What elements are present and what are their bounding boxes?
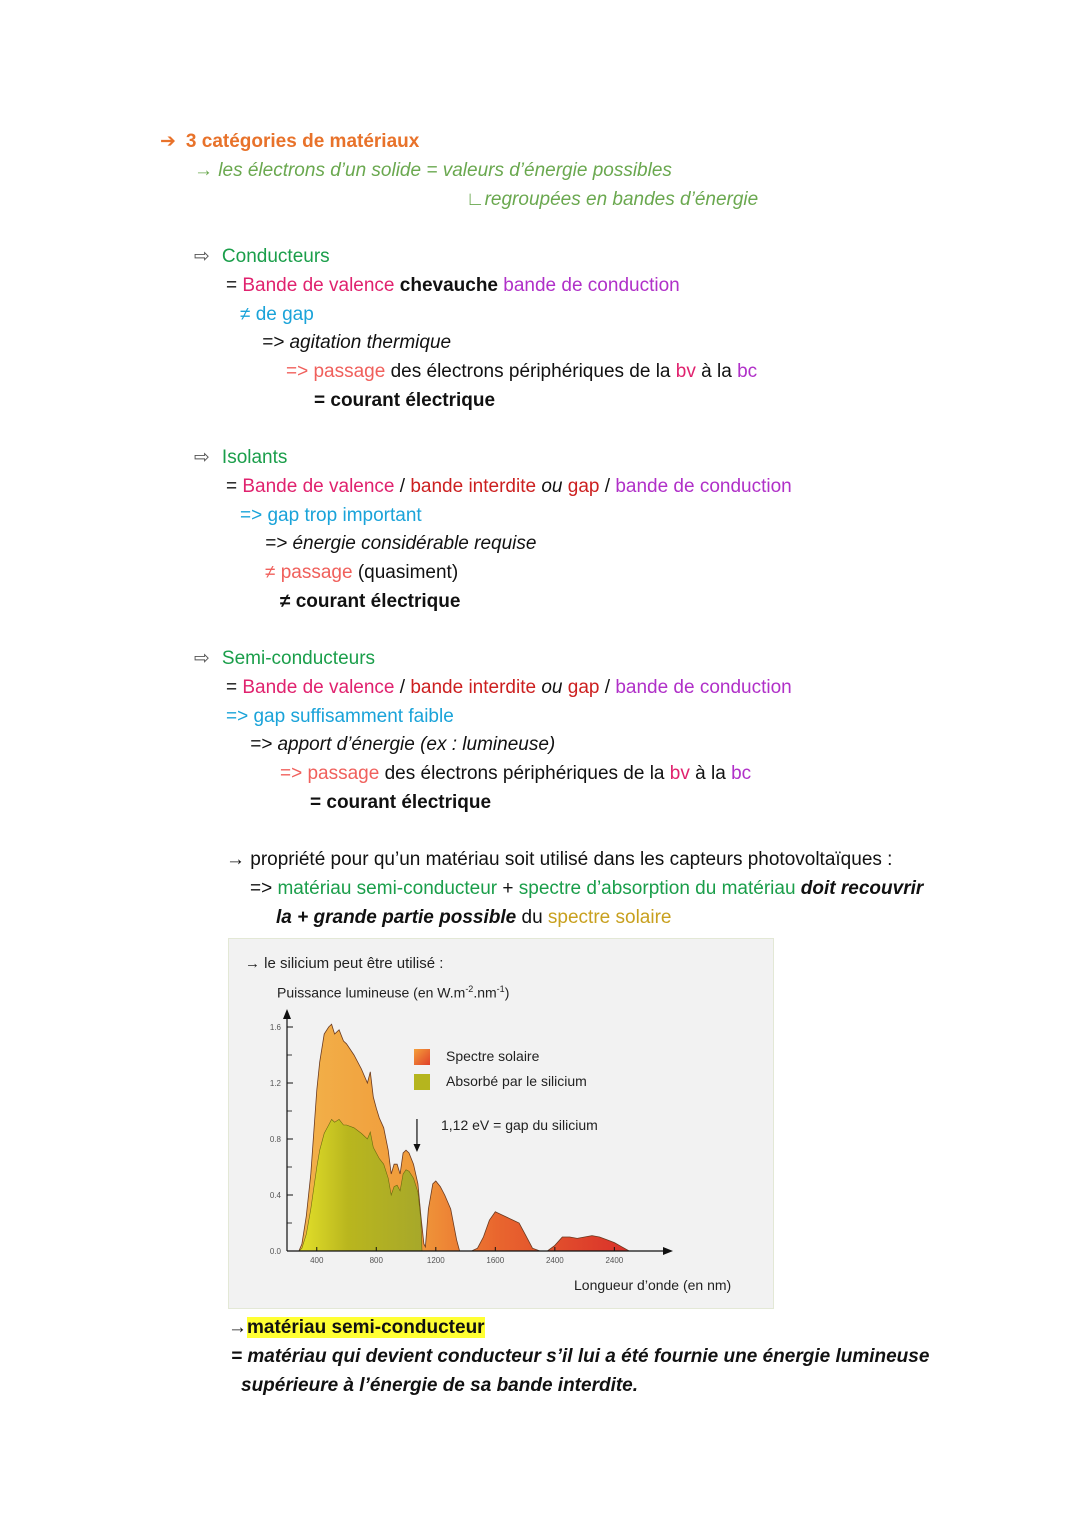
semi-line-2: => gap suffisamment faible [226, 706, 454, 727]
intro-line-2: ∟regroupées en bandes d’énergie [466, 189, 759, 210]
semi-heading: ⇨ Semi-conducteurs [194, 648, 376, 669]
y-tick-label: 0.4 [269, 1191, 281, 1200]
intro-line-1: → les électrons d’un solide = valeurs d’énergie possibles [194, 160, 672, 181]
y-tick-label: 1.2 [269, 1079, 281, 1088]
spectrum-figure [228, 938, 774, 1309]
x-tick-label: 1600 [486, 1256, 505, 1265]
x-axis-arrowhead [663, 1247, 673, 1255]
hollow-arrow-icon: ⇨ [194, 246, 210, 267]
conducteurs-line-3: => agitation thermique [262, 332, 452, 353]
definition-line-1: = matériau qui devient conducteur s’il lui a été fournie une énergie lumineuse [231, 1346, 930, 1367]
isolants-heading: ⇨ Isolants [194, 447, 288, 468]
conducteurs-line-2: ≠ de gap [240, 304, 314, 325]
x-tick-label: 2400 [605, 1256, 624, 1265]
y-axis-arrowhead [283, 1009, 291, 1019]
definition-term: matériau semi-conducteur [247, 1317, 485, 1338]
semi-line-1: = Bande de valence / bande interdite ou gap / bande de conduction [226, 677, 792, 698]
spectrum-chart [229, 939, 775, 1310]
gap-arrow-head [413, 1144, 420, 1152]
conducteurs-heading: ⇨ Conducteurs [194, 246, 330, 267]
hollow-arrow-icon: ⇨ [194, 648, 210, 669]
gap-annotation: 1,12 eV = gap du silicium [441, 1117, 598, 1133]
isolants-line-4: ≠ passage (quasiment) [265, 562, 459, 583]
semi-line-5: = courant électrique [310, 792, 492, 813]
legend-solar-label: Spectre solaire [446, 1048, 540, 1064]
section-title: ➔ 3 catégories de matériaux [160, 131, 420, 152]
propriete-line-1: → propriété pour qu’un matériau soit utilisé dans les capteurs photovoltaïques : [226, 849, 893, 870]
legend-silicon-swatch [414, 1074, 430, 1090]
isolants-line-1: = Bande de valence / bande interdite ou gap / bande de conduction [226, 476, 792, 497]
legend-solar-swatch [414, 1049, 430, 1065]
semi-line-3: => apport d’énergie (ex : lumineuse) [250, 734, 556, 755]
figure-caption: → le silicium peut être utilisé : [245, 955, 444, 972]
chart-layer [270, 1009, 673, 1265]
hollow-arrow-icon: ⇨ [194, 447, 210, 468]
y-tick-label: 0.0 [269, 1247, 281, 1256]
x-tick-label: 1200 [426, 1256, 445, 1265]
semi-line-4: => passage des électrons périphériques de la bv à la bc [280, 763, 752, 784]
definition-line-2: supérieure à l’énergie de sa bande interdite. [241, 1375, 639, 1396]
isolants-line-2: => gap trop important [240, 505, 422, 526]
isolants-line-3: => énergie considérable requise [265, 533, 537, 554]
x-tick-label: 2400 [545, 1256, 564, 1265]
conducteurs-line-4: => passage des électrons périphériques de la bv à la bc [286, 361, 758, 382]
x-tick-label: 400 [310, 1256, 324, 1265]
legend-silicon-label: Absorbé par le silicium [446, 1073, 587, 1089]
y-tick-label: 1.6 [269, 1023, 281, 1032]
arrow-icon: → [228, 1317, 247, 1338]
figure-xlabel: Longueur d’onde (en nm) [574, 1277, 732, 1293]
conducteurs-line-1: = Bande de valence chevauche bande de conduction [226, 275, 680, 296]
propriete-line-2: => matériau semi-conducteur + spectre d’absorption du matériau doit recouvrir [250, 878, 924, 899]
conducteurs-line-5: = courant électrique [314, 390, 496, 411]
propriete-line-3: la + grande partie possible du spectre solaire [276, 907, 672, 928]
bold-arrow-icon: ➔ [160, 131, 176, 152]
x-tick-label: 800 [369, 1256, 383, 1265]
definition-heading [228, 1316, 485, 1340]
y-tick-label: 0.8 [269, 1135, 281, 1144]
isolants-line-5: ≠ courant électrique [280, 591, 461, 612]
figure-ylabel: Puissance lumineuse (en $W.m^{-2}.nm^{-1}$) [277, 984, 510, 1001]
